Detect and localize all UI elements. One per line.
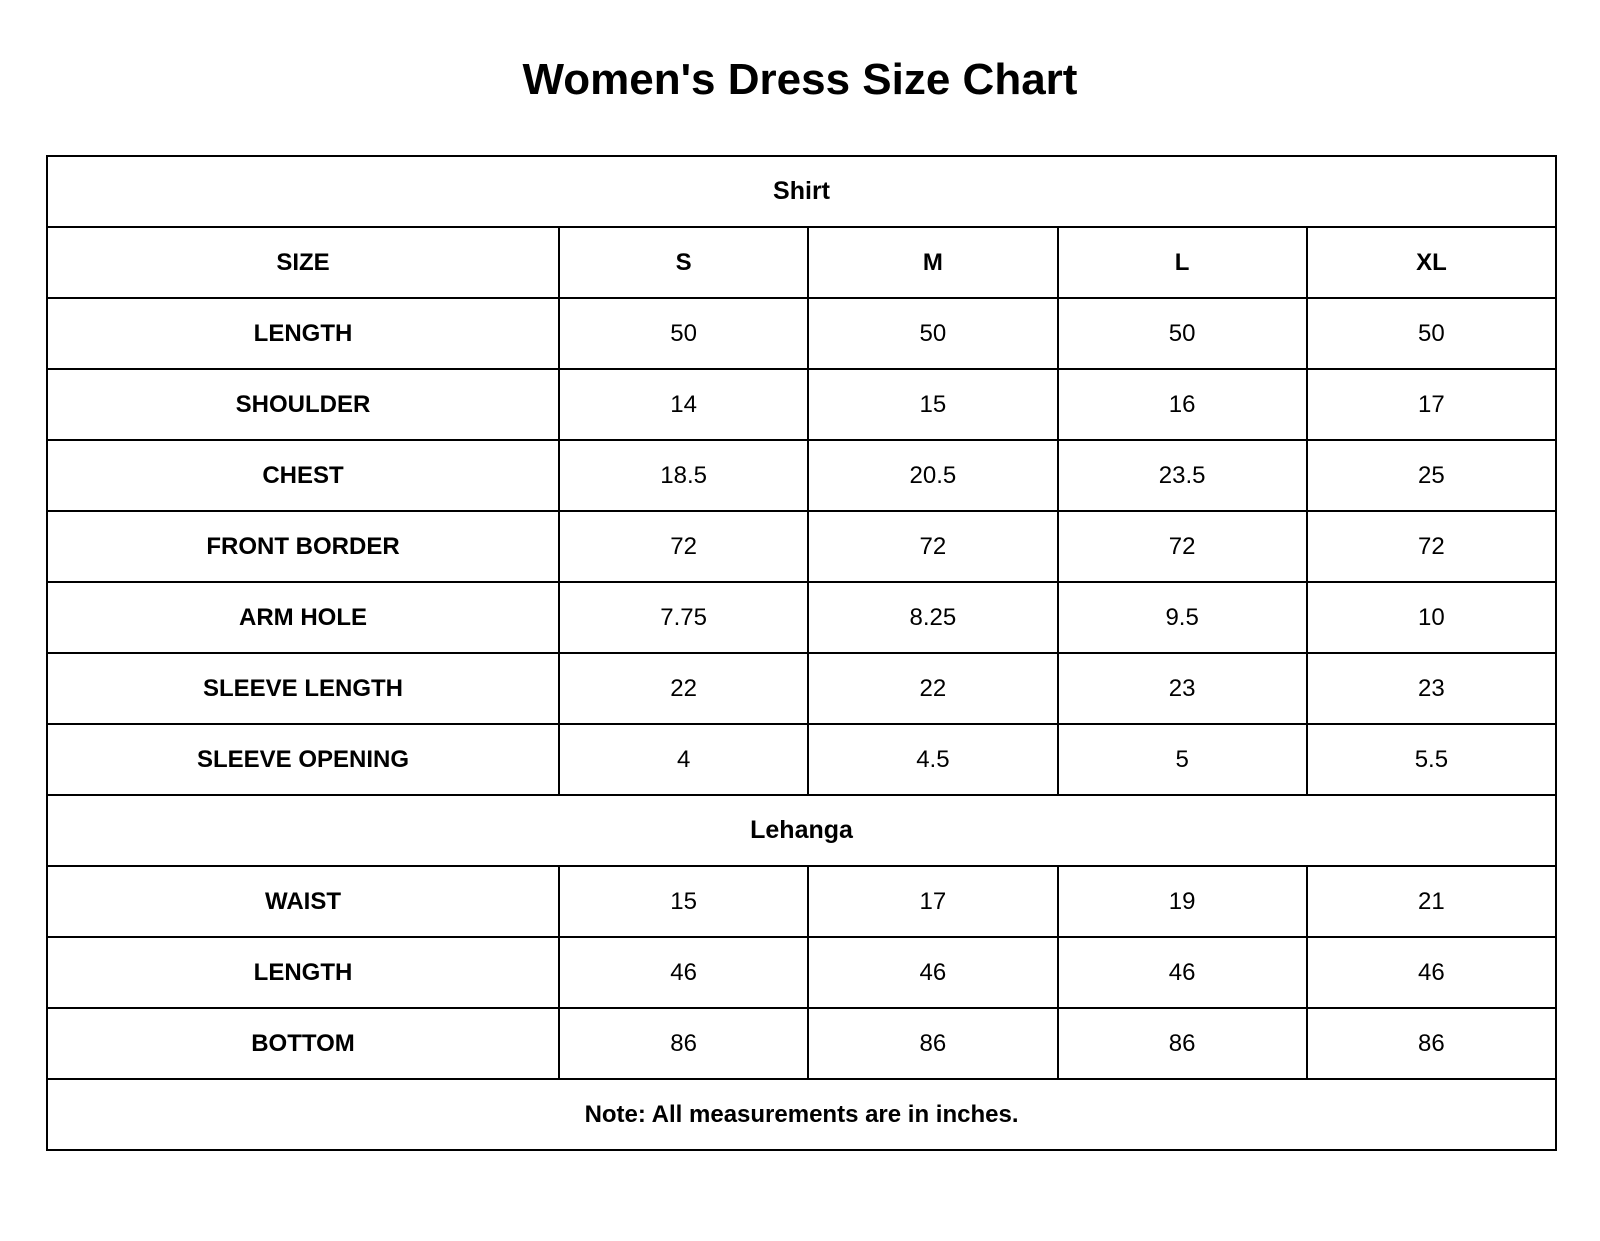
value-cell: 25 — [1307, 440, 1556, 511]
table-row — [47, 1008, 1556, 1079]
value-cell: 7.75 — [559, 582, 808, 653]
section-header-row-shirt — [47, 156, 1556, 227]
section-title-shirt: Shirt — [47, 156, 1556, 227]
size-header-m: M — [808, 227, 1057, 298]
value-cell: 23.5 — [1058, 440, 1307, 511]
section-header-row-lehanga — [47, 795, 1556, 866]
page-title: Women's Dress Size Chart — [522, 55, 1078, 104]
value-cell: 18.5 — [559, 440, 808, 511]
table-row — [47, 582, 1556, 653]
value-cell: 46 — [808, 937, 1057, 1008]
value-cell: 86 — [559, 1008, 808, 1079]
value-cell: 4.5 — [808, 724, 1057, 795]
table-row — [47, 724, 1556, 795]
value-cell: 22 — [559, 653, 808, 724]
value-cell: 86 — [1058, 1008, 1307, 1079]
size-header-row — [47, 227, 1556, 298]
table-row — [47, 511, 1556, 582]
value-cell: 15 — [808, 369, 1057, 440]
value-cell: 22 — [808, 653, 1057, 724]
value-cell: 5.5 — [1307, 724, 1556, 795]
value-cell: 46 — [1307, 937, 1556, 1008]
value-cell: 50 — [1307, 298, 1556, 369]
table-row — [47, 369, 1556, 440]
value-cell: 72 — [1058, 511, 1307, 582]
value-cell: 9.5 — [1058, 582, 1307, 653]
table-row — [47, 937, 1556, 1008]
row-label: LENGTH — [47, 937, 559, 1008]
row-label: FRONT BORDER — [47, 511, 559, 582]
value-cell: 50 — [808, 298, 1057, 369]
table-row — [47, 298, 1556, 369]
table-row — [47, 440, 1556, 511]
size-header-label: SIZE — [47, 227, 559, 298]
row-label: BOTTOM — [47, 1008, 559, 1079]
value-cell: 72 — [808, 511, 1057, 582]
measurement-note: Note: All measurements are in inches. — [47, 1079, 1556, 1150]
value-cell: 72 — [559, 511, 808, 582]
value-cell: 86 — [808, 1008, 1057, 1079]
value-cell: 17 — [808, 866, 1057, 937]
value-cell: 14 — [559, 369, 808, 440]
value-cell: 86 — [1307, 1008, 1556, 1079]
value-cell: 50 — [559, 298, 808, 369]
size-header-s: S — [559, 227, 808, 298]
section-title-lehanga: Lehanga — [47, 795, 1556, 866]
table-row — [47, 653, 1556, 724]
row-label: WAIST — [47, 866, 559, 937]
table-row — [47, 866, 1556, 937]
value-cell: 19 — [1058, 866, 1307, 937]
value-cell: 4 — [559, 724, 808, 795]
size-header-xl: XL — [1307, 227, 1556, 298]
value-cell: 23 — [1058, 653, 1307, 724]
row-label: SLEEVE OPENING — [47, 724, 559, 795]
value-cell: 17 — [1307, 369, 1556, 440]
value-cell: 21 — [1307, 866, 1556, 937]
row-label: SLEEVE LENGTH — [47, 653, 559, 724]
value-cell: 20.5 — [808, 440, 1057, 511]
value-cell: 50 — [1058, 298, 1307, 369]
row-label: ARM HOLE — [47, 582, 559, 653]
size-header-l: L — [1058, 227, 1307, 298]
value-cell: 10 — [1307, 582, 1556, 653]
note-row — [47, 1079, 1556, 1150]
row-label: CHEST — [47, 440, 559, 511]
value-cell: 72 — [1307, 511, 1556, 582]
value-cell: 46 — [559, 937, 808, 1008]
value-cell: 8.25 — [808, 582, 1057, 653]
value-cell: 15 — [559, 866, 808, 937]
size-chart-table — [46, 155, 1557, 1151]
value-cell: 23 — [1307, 653, 1556, 724]
row-label: SHOULDER — [47, 369, 559, 440]
value-cell: 16 — [1058, 369, 1307, 440]
row-label: LENGTH — [47, 298, 559, 369]
value-cell: 46 — [1058, 937, 1307, 1008]
value-cell: 5 — [1058, 724, 1307, 795]
